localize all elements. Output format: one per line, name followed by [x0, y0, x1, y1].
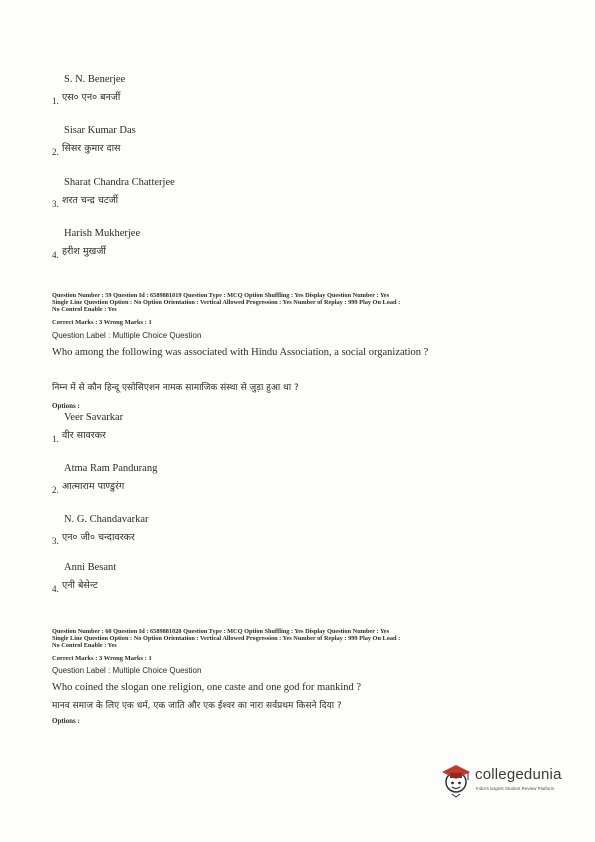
- meta-line: Single Line Question Option : No Option Orientation : Vertical Allowed Progression : Yes Number of Replay : 999 Play On Load :: [52, 299, 401, 307]
- q59-question-text-en: Who among the following was associated with Hindu Association, a social organization ?: [52, 347, 429, 358]
- option-text-en: Sharat Chandra Chatterjee: [64, 177, 175, 188]
- q60-marks: Correct Marks : 3 Wrong Marks : 1: [52, 655, 152, 662]
- option-text-en: N. G. Chandavarkar: [64, 514, 149, 525]
- option-text-en: Atma Ram Pandurang: [64, 463, 158, 474]
- option-text-hi: एस० एन० बनर्जी: [62, 92, 121, 103]
- q60-question-text-hi: मानव समाज के लिए एक धर्म, एक जाति और एक ईश्वर का नारा सर्वप्रथम किसने दिया ?: [52, 701, 342, 711]
- logo-name: collegedunia: [475, 766, 562, 783]
- q60-question-label: Question Label : Multiple Choice Question: [52, 666, 202, 675]
- option-text-hi: हरीश मुखर्जी: [62, 246, 106, 257]
- option-text-en: S. N. Benerjee: [64, 74, 126, 85]
- option-number: 3.: [52, 536, 59, 546]
- option-text-hi: शरत चन्द्र चटर्जी: [62, 195, 119, 206]
- meta-line: Single Line Question Option : No Option Orientation : Vertical Allowed Progression : Yes Number of Replay : 999 Play On Load :: [52, 635, 401, 643]
- option-text-hi: वीर सावरकर: [62, 430, 106, 441]
- q59-question-label: Question Label : Multiple Choice Question: [52, 331, 202, 340]
- q60-question-text-en: Who coined the slogan one religion, one caste and one god for mankind ?: [52, 682, 362, 693]
- collegedunia-logo: [440, 760, 580, 810]
- option-text-hi: एन० जी० चन्दावरकर: [62, 532, 135, 543]
- option-text-en: Harish Mukherjee: [64, 228, 141, 239]
- option-text-hi: सिसर कुमार दास: [62, 143, 121, 154]
- option-text-hi: एनी बेसेन्ट: [62, 580, 98, 591]
- q59-metadata: [52, 292, 552, 314]
- option-text-en: Veer Savarkar: [64, 412, 124, 423]
- option-number: 1.: [52, 96, 59, 106]
- q60-metadata: [52, 628, 552, 650]
- option-number: 4.: [52, 250, 59, 260]
- logo-tagline: India's largest Student Review Platform: [476, 786, 555, 791]
- meta-line: Question Number : 60 Question Id : 6589881020 Question Type : MCQ Option Shuffling : Yes Display Question Number : Yes: [52, 628, 390, 635]
- q60-options-label: Options :: [52, 717, 80, 725]
- option-number: 3.: [52, 199, 59, 209]
- option-number: 4.: [52, 584, 59, 594]
- option-number: 1.: [52, 434, 59, 444]
- option-text-en: Sisar Kumar Das: [64, 125, 136, 136]
- meta-line: No Control Enable : Yes: [52, 642, 117, 650]
- option-number: 2.: [52, 147, 59, 157]
- meta-line: Question Number : 59 Question Id : 6589881019 Question Type : MCQ Option Shuffling : Yes Display Question Number : Yes: [52, 292, 390, 299]
- meta-line: No Control Enable : Yes: [52, 306, 117, 314]
- q59-options-label: Options :: [52, 402, 80, 410]
- option-text-en: Anni Besant: [64, 562, 117, 573]
- option-number: 2.: [52, 485, 59, 495]
- graduation-cap-icon: [440, 762, 472, 798]
- q59-marks: Correct Marks : 3 Wrong Marks : 1: [52, 319, 152, 326]
- option-text-hi: आत्माराम पाण्डुरंग: [62, 481, 125, 492]
- q59-question-text-hi: निम्न में से कौन हिन्दू एसोसिएशन नामक सामाजिक संस्था से जुड़ा हुआ था ?: [52, 383, 299, 393]
